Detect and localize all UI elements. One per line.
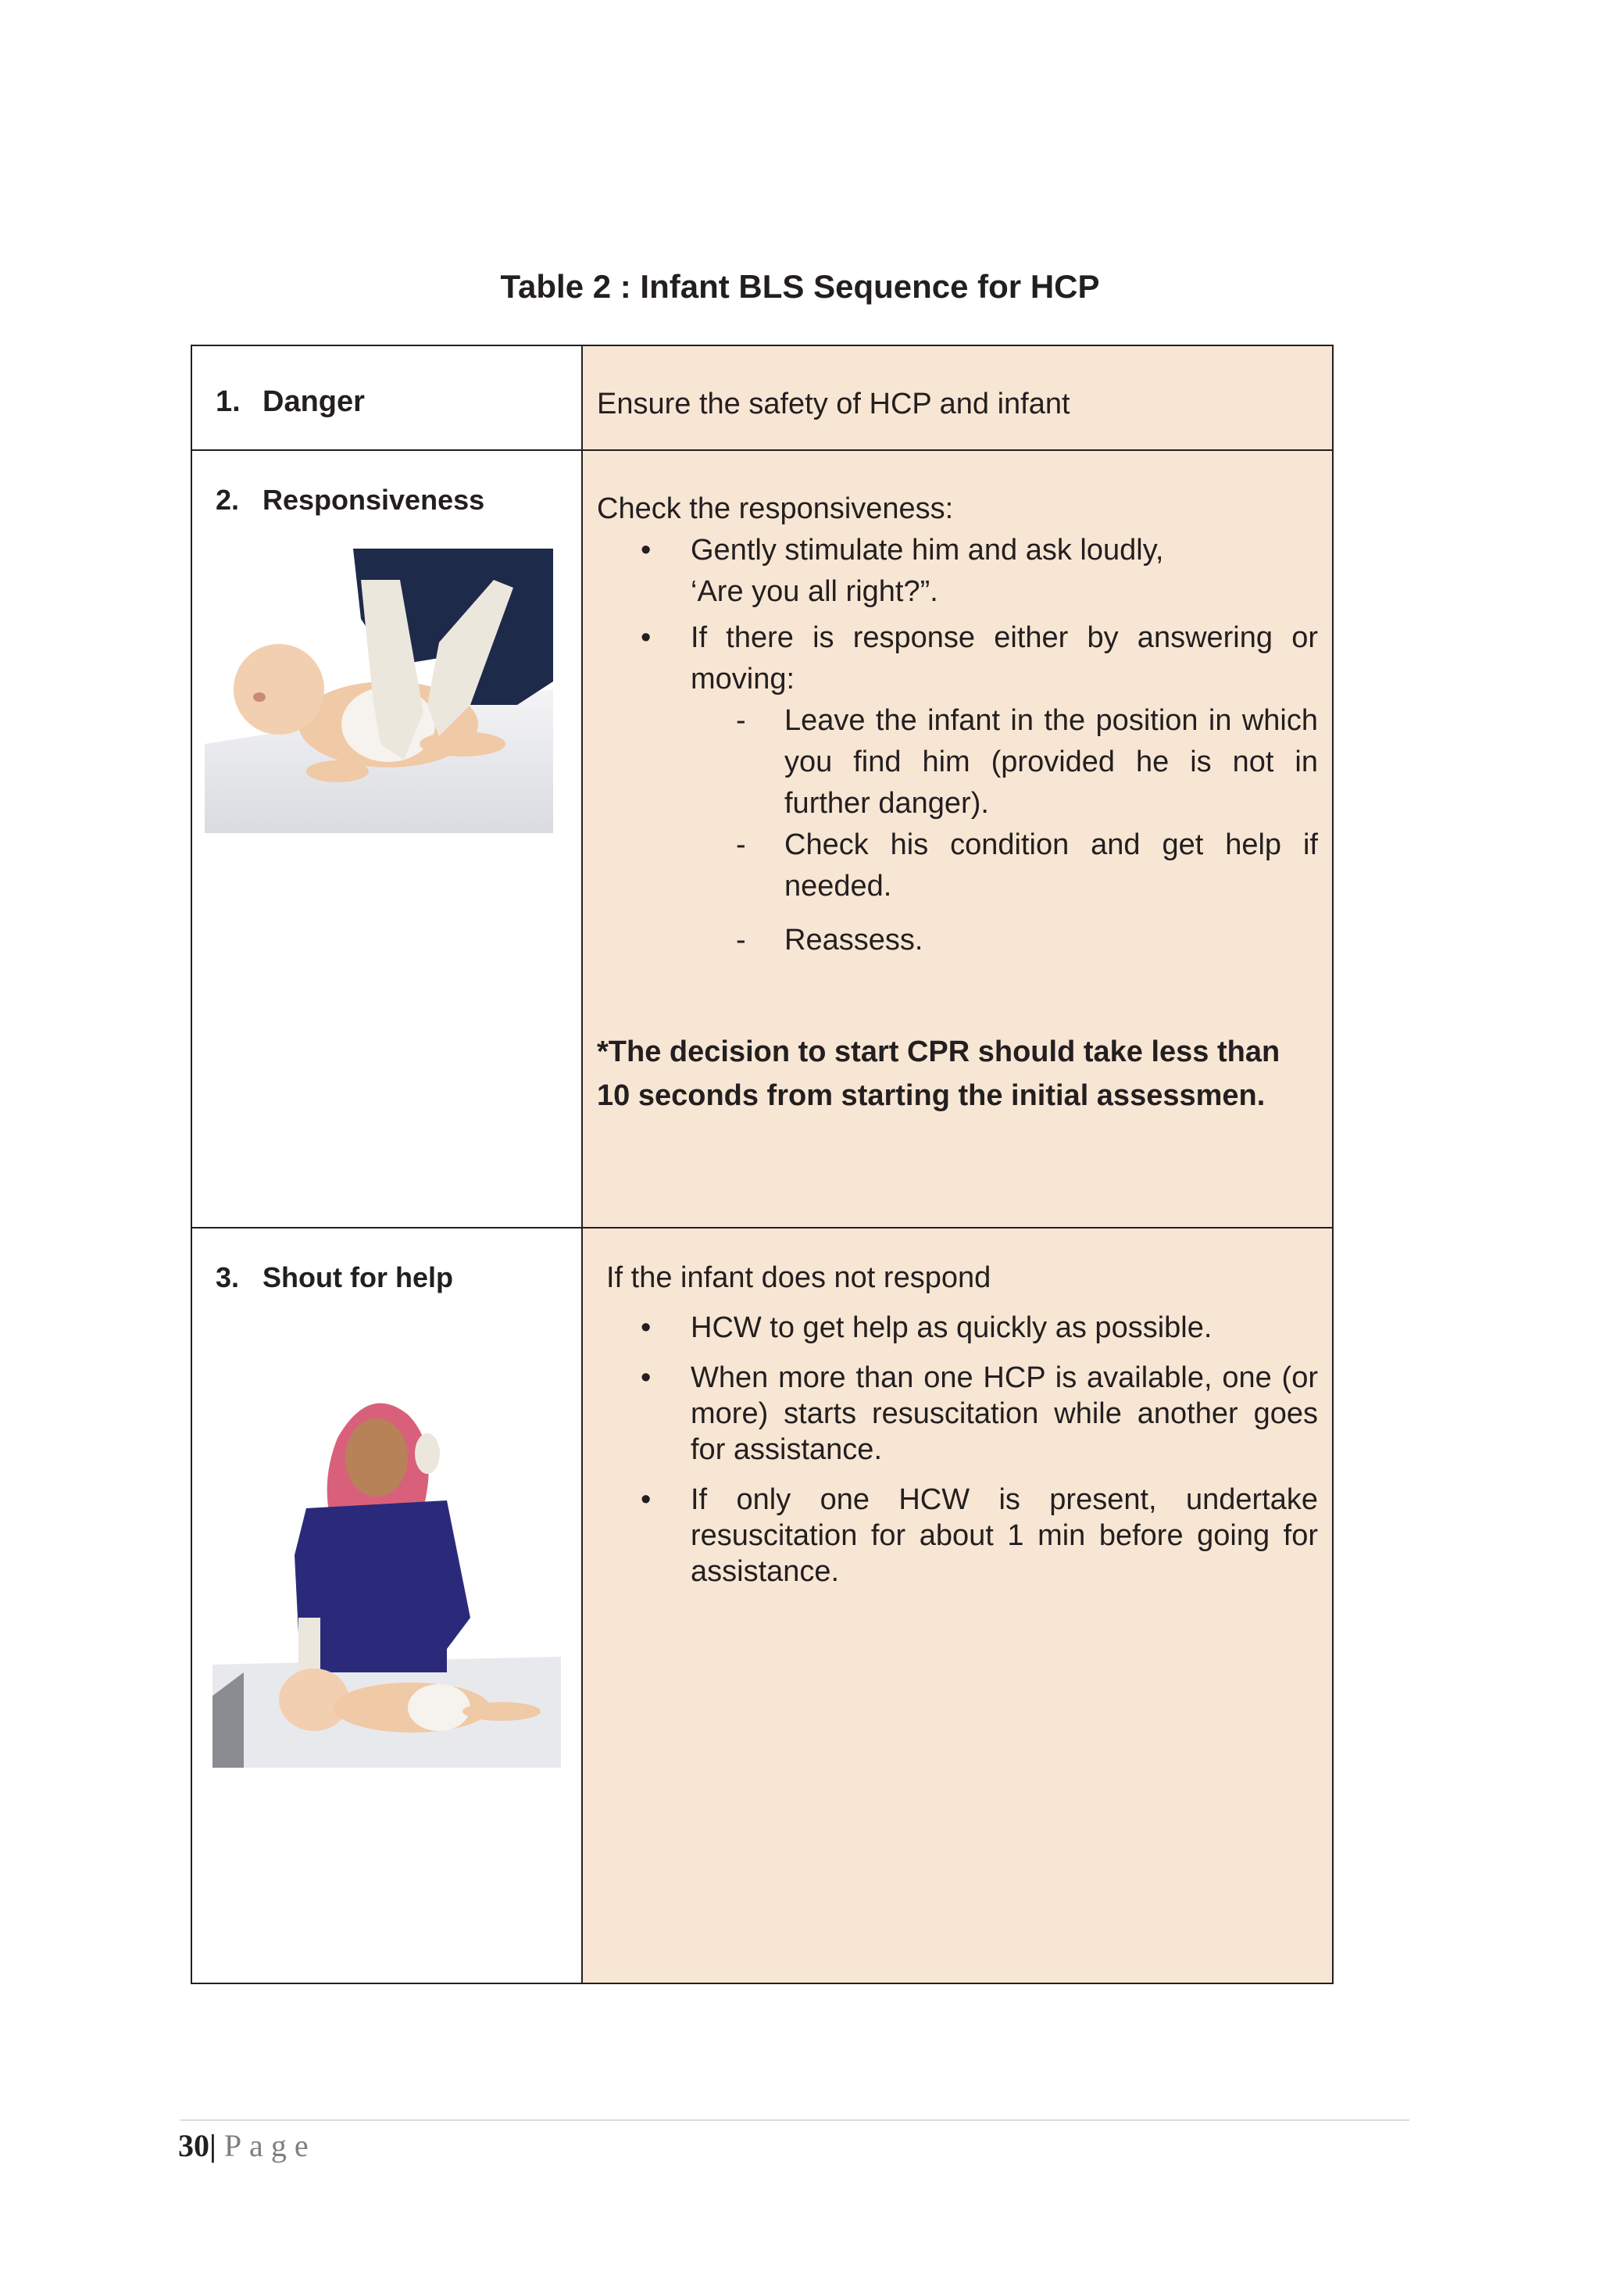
note-line: *The decision to start CPR should take less than (597, 1035, 1280, 1068)
description-text: Ensure the safety of HCP and infant (597, 388, 1070, 420)
note-line: 10 seconds from starting the initial assessmen. (597, 1079, 1266, 1112)
photo-healthcare-worker-on-phone-with-infant-manikin (212, 1383, 561, 1768)
page-word: Page (223, 2128, 316, 2163)
list-item-line: ‘Are you all right?”. (691, 575, 938, 608)
step-name: Danger (262, 385, 365, 418)
page-footer (178, 2127, 316, 2164)
step-name: Responsiveness (262, 484, 485, 516)
description-cell (582, 1228, 1333, 1983)
cpr-decision-note (583, 1030, 1332, 1118)
page-title: Table 2 : Infant BLS Sequence for HCP (500, 268, 1100, 305)
footer-divider (180, 2119, 1409, 2121)
sub-list-item: - Leave the infant in the position in which you find him (provided he is not in further danger). (583, 700, 1332, 824)
step-name: Shout for help (262, 1261, 453, 1293)
description-cell (582, 450, 1333, 1228)
description-lead: If the infant does not respond (606, 1261, 991, 1294)
bullet-list (583, 530, 1332, 700)
shout-for-help-photo (212, 1383, 561, 1768)
sub-list-item: - Reassess. (583, 920, 1332, 961)
description-lead: Check the responsiveness: (597, 492, 954, 525)
sub-list (583, 700, 1332, 961)
footer-separator: | (209, 2128, 216, 2163)
step-cell (191, 345, 582, 450)
step-number: 3. (216, 1261, 240, 1293)
list-item: • HCW to get help as quickly as possible. (583, 1310, 1332, 1346)
list-item: • If only one HCW is present, undertake resuscitation for about 1 min before going for assistance. (583, 1482, 1332, 1590)
description-cell (582, 345, 1333, 450)
infant-responsiveness-check-photo (205, 549, 553, 833)
step-label (192, 1228, 581, 1294)
bullet-list (583, 1310, 1332, 1590)
step-label (192, 451, 581, 517)
list-item-line: • Gently stimulate him and ask loudly, (691, 534, 1164, 567)
step-label (192, 346, 581, 419)
list-item (583, 530, 1332, 613)
sub-list-item: - Check his condition and get help if needed. (583, 824, 1332, 907)
step-number: 2. (216, 484, 240, 516)
photo-gloved-hands-on-infant-manikin (205, 549, 553, 833)
list-item: • If there is response either by answering or moving: (583, 617, 1332, 700)
table-row (191, 345, 1333, 450)
list-item: • When more than one HCP is available, one (or more) starts resuscitation while another goes for assistance. (583, 1360, 1332, 1468)
step-number: 1. (216, 385, 241, 418)
page-number: 30 (178, 2128, 209, 2163)
